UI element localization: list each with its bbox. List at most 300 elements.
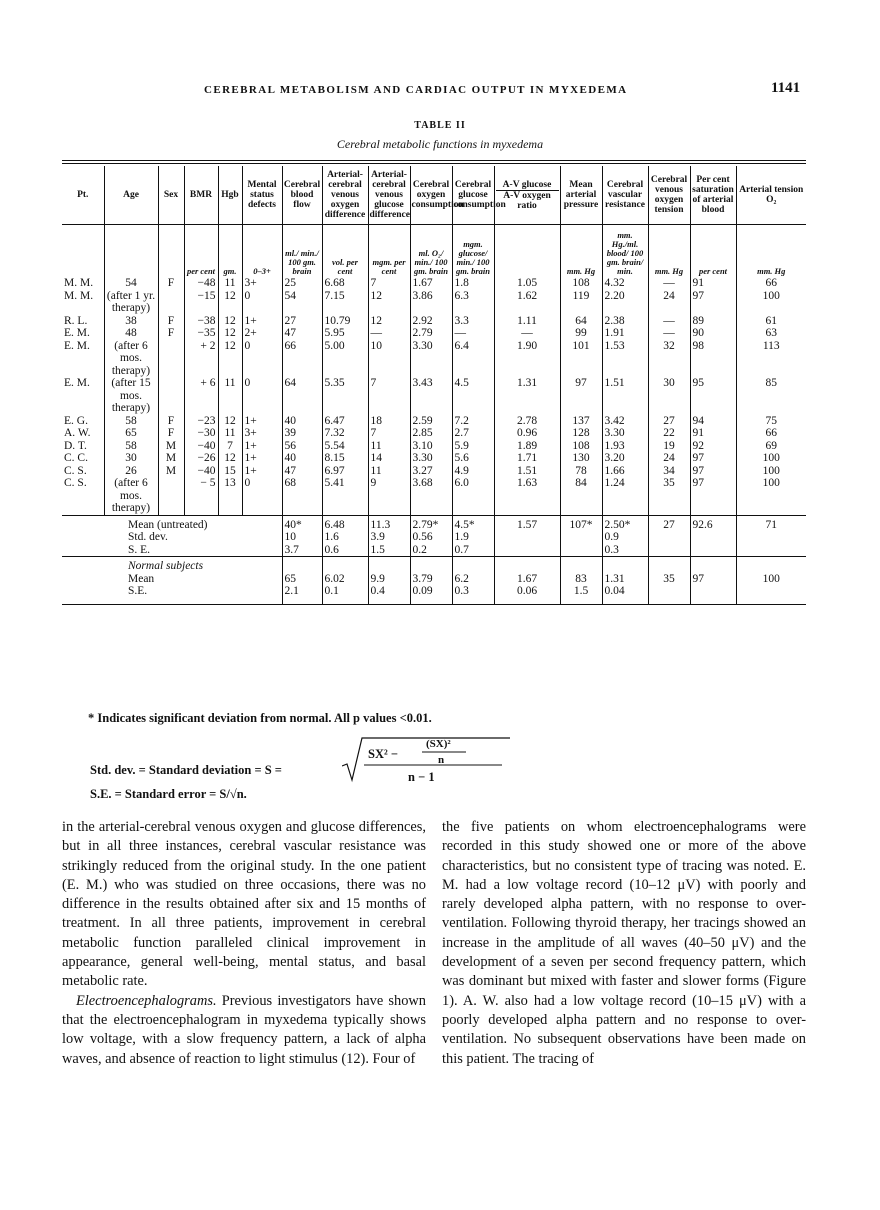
cell-pt: C. S. bbox=[64, 477, 87, 489]
cell-sex: F bbox=[158, 427, 184, 440]
std-dev-cbf: 10 bbox=[282, 531, 322, 544]
cell-pt: E. M. bbox=[64, 377, 90, 389]
cell-cbf: 40 bbox=[282, 452, 322, 465]
mean-untreated-avglu: 11.3 bbox=[368, 515, 410, 531]
cell-cmro2: 3.68 bbox=[410, 477, 452, 515]
mean-untreated-cmro2: 2.79* bbox=[410, 515, 452, 531]
cell-hgb: 11 bbox=[218, 427, 242, 440]
left-paragraph-2-text: Previous investigators have shown that the electroencephalogram in myxedema typically shows low voltage, with a slow frequency pattern, a lack of alpha waves, and absence of reaction to light stimulus (12). Four of bbox=[62, 992, 426, 1067]
cell-ratio: 1.11 bbox=[494, 315, 560, 328]
cell-pt: C. S. bbox=[64, 464, 87, 477]
cell-cvr: 1.51 bbox=[602, 377, 648, 415]
header-mental: Mental status defects bbox=[242, 166, 282, 225]
mean-untreated-avo2: 6.48 bbox=[322, 515, 368, 531]
header-bmr: BMR bbox=[184, 166, 218, 225]
table-top-rule bbox=[62, 160, 806, 161]
table-row bbox=[62, 340, 806, 378]
normal-mean-cvr: 1.31 bbox=[602, 573, 648, 586]
normal-heading-avglu bbox=[368, 557, 410, 573]
cell-cmro2: 2.79 bbox=[410, 327, 452, 340]
std-error-cvr: 0.3 bbox=[602, 544, 648, 557]
header-sex: Sex bbox=[158, 166, 184, 225]
mean-untreated-cmrglu: 4.5* bbox=[452, 515, 494, 531]
std-error-avo2: 0.6 bbox=[322, 544, 368, 557]
cell-cmro2: 2.59 bbox=[410, 415, 452, 428]
cell-avo2: 5.54 bbox=[322, 440, 368, 453]
cell-pao2: 113 bbox=[736, 340, 806, 378]
cell-bmr: + 6 bbox=[184, 377, 218, 415]
cell-bmr: −35 bbox=[184, 327, 218, 340]
unit-cvo2: mm. Hg bbox=[648, 225, 690, 278]
mean-untreated-label: Mean (untreated) bbox=[62, 515, 282, 531]
normal-heading-sat bbox=[690, 557, 736, 573]
normal-heading-pao2 bbox=[736, 557, 806, 573]
cell-hgb: 13 bbox=[218, 477, 242, 515]
cell-age: 58 bbox=[104, 415, 158, 428]
cell-avglu: 7 bbox=[368, 377, 410, 415]
cell-cvr: 3.42 bbox=[602, 415, 648, 428]
cell-age: 54 bbox=[104, 277, 158, 290]
sd-denominator: n − 1 bbox=[408, 770, 435, 784]
cell-cmro2: 2.85 bbox=[410, 427, 452, 440]
std-dev-ratio bbox=[494, 531, 560, 544]
cell-bmr: −38 bbox=[184, 315, 218, 328]
normal-mean-cmrglu: 6.2 bbox=[452, 573, 494, 586]
cell-cvr: 2.38 bbox=[602, 315, 648, 328]
std-dev-cvo2 bbox=[648, 531, 690, 544]
data-table bbox=[62, 166, 806, 605]
cell-map: 119 bbox=[560, 290, 602, 315]
cell-avo2: 10.79 bbox=[322, 315, 368, 328]
cell-cvo2: 22 bbox=[648, 427, 690, 440]
header-hgb: Hgb bbox=[218, 166, 242, 225]
cell-bmr: −40 bbox=[184, 465, 218, 478]
cell-pt: E. G. bbox=[64, 414, 88, 427]
normal-heading-cbf bbox=[282, 557, 322, 573]
cell-bmr: − 5 bbox=[184, 477, 218, 515]
cell-age: 30 bbox=[104, 452, 158, 465]
unit-cvr: mm. Hg./ml. blood/ 100 gm. brain/ min. bbox=[602, 225, 648, 278]
cell-avglu: 7 bbox=[368, 427, 410, 440]
cell-cmrglu: — bbox=[452, 327, 494, 340]
cell-cvo2: 27 bbox=[648, 415, 690, 428]
cell-cmro2: 3.10 bbox=[410, 440, 452, 453]
cell-cvr: 1.24 bbox=[602, 477, 648, 515]
cell-cmro2: 3.43 bbox=[410, 377, 452, 415]
mean-untreated-sat: 92.6 bbox=[690, 515, 736, 531]
cell-cmrglu: 4.5 bbox=[452, 377, 494, 415]
cell-cmrglu: 7.2 bbox=[452, 415, 494, 428]
cell-ratio: 1.90 bbox=[494, 340, 560, 378]
table-row bbox=[62, 290, 806, 315]
cell-avo2: 7.32 bbox=[322, 427, 368, 440]
cell-sat: 91 bbox=[690, 277, 736, 290]
header-ratio-bottom: A-V oxygen ratio bbox=[503, 190, 551, 211]
cell-map: 64 bbox=[560, 315, 602, 328]
cell-avo2: 5.00 bbox=[322, 340, 368, 378]
cell-cbf: 27 bbox=[282, 315, 322, 328]
cell-cmrglu: 5.9 bbox=[452, 440, 494, 453]
cell-age: (after 15 mos. therapy) bbox=[104, 377, 158, 415]
header-age: Age bbox=[104, 166, 158, 225]
cell-cmrglu: 2.7 bbox=[452, 427, 494, 440]
cell-hgb: 11 bbox=[218, 277, 242, 290]
cell-sat: 91 bbox=[690, 427, 736, 440]
cell-age: 58 bbox=[104, 440, 158, 453]
table-caption: Cerebral metabolic functions in myxedema bbox=[336, 137, 544, 151]
normal-mean-row bbox=[62, 573, 806, 586]
cell-map: 130 bbox=[560, 452, 602, 465]
cell-ratio: 1.71 bbox=[494, 452, 560, 465]
cell-sex bbox=[158, 340, 184, 378]
header-cmrglu: Cerebral glucose consumption bbox=[452, 166, 494, 225]
cell-map: 99 bbox=[560, 327, 602, 340]
unit-bmr: per cent bbox=[184, 225, 218, 278]
sd-formula-label: Std. dev. = Standard deviation = S = bbox=[90, 763, 282, 777]
cell-avo2: 5.41 bbox=[322, 477, 368, 515]
cell-cmrglu: 1.8 bbox=[452, 277, 494, 290]
std-error-ratio bbox=[494, 544, 560, 557]
cell-hgb: 11 bbox=[218, 377, 242, 415]
cell-ratio: — bbox=[494, 327, 560, 340]
cell-cmro2: 3.30 bbox=[410, 340, 452, 378]
cell-ratio: 1.05 bbox=[494, 277, 560, 290]
normal-mean-cbf: 65 bbox=[282, 573, 322, 586]
header-cvo2: Cerebral venous oxygen tension bbox=[648, 166, 690, 225]
cell-cvr: 1.91 bbox=[602, 327, 648, 340]
normal-mean-sat: 97 bbox=[690, 573, 736, 586]
se-formula: S.E. = Standard error = S/√n. bbox=[90, 787, 247, 801]
cell-avglu: 9 bbox=[368, 477, 410, 515]
normal-mean-cvo2: 35 bbox=[648, 573, 690, 586]
cell-pao2: 61 bbox=[736, 315, 806, 328]
unit-avo2: vol. per cent bbox=[322, 225, 368, 278]
cell-sat: 94 bbox=[690, 415, 736, 428]
normal-heading-map bbox=[560, 557, 602, 573]
header-cvr: Cerebral vascular resistance bbox=[602, 166, 648, 225]
normal-se-row bbox=[62, 585, 806, 604]
cell-sat: 95 bbox=[690, 377, 736, 415]
normal-se-sat bbox=[690, 585, 736, 604]
cell-cvo2: 34 bbox=[648, 465, 690, 478]
unit-mental: 0–3+ bbox=[242, 225, 282, 278]
cell-pao2: 100 bbox=[736, 290, 806, 315]
cell-cvo2: — bbox=[648, 327, 690, 340]
table-row bbox=[62, 427, 806, 440]
cell-mental: 0 bbox=[242, 290, 282, 315]
normal-se-label: S.E. bbox=[62, 585, 282, 604]
cell-cbf: 54 bbox=[282, 290, 322, 315]
cell-cmro2: 3.30 bbox=[410, 452, 452, 465]
left-column bbox=[62, 818, 426, 1069]
normal-heading-cvo2 bbox=[648, 557, 690, 573]
cell-cmrglu: 6.0 bbox=[452, 477, 494, 515]
std-dev-map bbox=[560, 531, 602, 544]
mean-untreated-map: 107* bbox=[560, 515, 602, 531]
cell-bmr: −23 bbox=[184, 415, 218, 428]
cell-sex: M bbox=[158, 452, 184, 465]
std-error-cvo2 bbox=[648, 544, 690, 557]
std-error-avglu: 1.5 bbox=[368, 544, 410, 557]
std-dev-cmrglu: 1.9 bbox=[452, 531, 494, 544]
unit-hgb: gm. bbox=[218, 225, 242, 278]
cell-cvr: 1.93 bbox=[602, 440, 648, 453]
cell-map: 78 bbox=[560, 465, 602, 478]
table-body bbox=[62, 225, 806, 605]
normal-se-cmro2: 0.09 bbox=[410, 585, 452, 604]
cell-ratio: 1.51 bbox=[494, 465, 560, 478]
normal-se-cbf: 2.1 bbox=[282, 585, 322, 604]
cell-mental: 1+ bbox=[242, 315, 282, 328]
cell-avglu: 11 bbox=[368, 465, 410, 478]
cell-pt: E. M. bbox=[64, 339, 90, 352]
left-paragraph-1: in the arterial-cerebral venous oxygen and glucose differences, but in all three instances, cerebral vascular resistance was strikingly reduced from the original study. In the one patient (E. M.) who was studied on three occasions, there was no difference in the results obtained after six and 15 months of treatment. In all three patients, improvement in cerebral metabolic function paralleled clinical improvement in appearance, general well-being, mental status, and basal metabolic rate. bbox=[62, 819, 426, 990]
cell-bmr: −48 bbox=[184, 277, 218, 290]
cell-cbf: 66 bbox=[282, 340, 322, 378]
cell-avo2: 6.68 bbox=[322, 277, 368, 290]
cell-cmro2: 1.67 bbox=[410, 277, 452, 290]
mean-untreated-row bbox=[62, 515, 806, 531]
cell-avglu: 10 bbox=[368, 340, 410, 378]
cell-mental: 3+ bbox=[242, 277, 282, 290]
std-dev-label: Std. dev. bbox=[128, 531, 168, 543]
running-head: CEREBRAL METABOLISM AND CARDIAC OUTPUT IN MYXEDEMA bbox=[204, 84, 628, 96]
cell-bmr: −26 bbox=[184, 452, 218, 465]
std-dev-cvr: 0.9 bbox=[602, 531, 648, 544]
cell-map: 137 bbox=[560, 415, 602, 428]
std-dev-row bbox=[62, 531, 806, 544]
normal-se-cmrglu: 0.3 bbox=[452, 585, 494, 604]
normal-heading-cmro2 bbox=[410, 557, 452, 573]
right-paragraph-1: the five patients on whom electroencephalograms were recorded in this study showed one or more of the above characteristics, but no consistent type of tracing was noted. E. M. had a low voltage record (10–12 μV) with poorly and rarely developed alpha pattern, with no response to over-ventilation. Following thyroid therapy, her tracings showed an increase in the amplitude of all waves (40–50 μV) and the development of a seven per second frequency pattern, which was dominant but mixed with faster and slower forms (Figure 1). A. W. also had a low voltage record (10–15 μV) with a poorly developed alpha pattern and no response to over-ventilation. No subsequent observations have been made on this patient. The tracing of bbox=[442, 819, 806, 1067]
cell-cvo2: 30 bbox=[648, 377, 690, 415]
cell-cmrglu: 4.9 bbox=[452, 465, 494, 478]
cell-hgb: 15 bbox=[218, 465, 242, 478]
cell-cbf: 39 bbox=[282, 427, 322, 440]
unit-cbf: ml./ min./ 100 gm. brain bbox=[282, 225, 322, 278]
cell-cmro2: 3.27 bbox=[410, 465, 452, 478]
unit-map: mm. Hg bbox=[560, 225, 602, 278]
cell-hgb: 12 bbox=[218, 327, 242, 340]
cell-pt: D. T. bbox=[64, 439, 87, 452]
table-row bbox=[62, 452, 806, 465]
cell-sex: M bbox=[158, 440, 184, 453]
std-error-cmro2: 0.2 bbox=[410, 544, 452, 557]
table-row bbox=[62, 277, 806, 290]
normal-se-avo2: 0.1 bbox=[322, 585, 368, 604]
cell-cmrglu: 5.6 bbox=[452, 452, 494, 465]
page-number: 1141 bbox=[771, 80, 801, 96]
cell-bmr: + 2 bbox=[184, 340, 218, 378]
cell-ratio: 2.78 bbox=[494, 415, 560, 428]
normal-se-map: 1.5 bbox=[560, 585, 602, 604]
cell-cvo2: — bbox=[648, 315, 690, 328]
cell-mental: 0 bbox=[242, 377, 282, 415]
cell-pao2: 85 bbox=[736, 377, 806, 415]
right-column bbox=[442, 818, 806, 1069]
units-row bbox=[62, 225, 806, 278]
cell-mental: 1+ bbox=[242, 440, 282, 453]
table-row bbox=[62, 465, 806, 478]
cell-cmrglu: 3.3 bbox=[452, 315, 494, 328]
cell-sat: 89 bbox=[690, 315, 736, 328]
cell-avo2: 7.15 bbox=[322, 290, 368, 315]
unit-sat: per cent bbox=[690, 225, 736, 278]
cell-hgb: 12 bbox=[218, 415, 242, 428]
cell-mental: 1+ bbox=[242, 415, 282, 428]
cell-mental: 3+ bbox=[242, 427, 282, 440]
cell-sex bbox=[158, 377, 184, 415]
cell-hgb: 12 bbox=[218, 452, 242, 465]
cell-age: (after 1 yr. therapy) bbox=[104, 290, 158, 315]
cell-cmro2: 3.86 bbox=[410, 290, 452, 315]
cell-pao2: 75 bbox=[736, 415, 806, 428]
cell-mental: 0 bbox=[242, 340, 282, 378]
cell-sex: F bbox=[158, 415, 184, 428]
std-dev-sat bbox=[690, 531, 736, 544]
cell-cbf: 47 bbox=[282, 327, 322, 340]
table-label: TABLE II bbox=[414, 120, 466, 131]
cell-cvr: 1.53 bbox=[602, 340, 648, 378]
header-pao2: Arterial tension O₂ bbox=[736, 166, 806, 225]
cell-bmr: −15 bbox=[184, 290, 218, 315]
table-row bbox=[62, 477, 806, 515]
cell-cvr: 1.66 bbox=[602, 465, 648, 478]
std-dev-avo2: 1.6 bbox=[322, 531, 368, 544]
cell-avglu: 11 bbox=[368, 440, 410, 453]
cell-age: 26 bbox=[104, 465, 158, 478]
unit-avglu: mgm. per cent bbox=[368, 225, 410, 278]
cell-pao2: 63 bbox=[736, 327, 806, 340]
cell-avo2: 6.47 bbox=[322, 415, 368, 428]
cell-bmr: −40 bbox=[184, 440, 218, 453]
std-error-label: S. E. bbox=[128, 543, 151, 556]
cell-cmro2: 2.92 bbox=[410, 315, 452, 328]
cell-mental: 0 bbox=[242, 477, 282, 515]
cell-pao2: 100 bbox=[736, 452, 806, 465]
header-avo2: Arterial-cerebral venous oxygen difference bbox=[322, 166, 368, 225]
std-dev-pao2 bbox=[736, 531, 806, 544]
eeg-heading: Electroencephalograms. bbox=[76, 992, 217, 1009]
normal-heading-row bbox=[62, 557, 806, 573]
cell-cbf: 68 bbox=[282, 477, 322, 515]
cell-pt: E. M. bbox=[64, 327, 90, 339]
cell-hgb: 12 bbox=[218, 290, 242, 315]
cell-cvr: 2.20 bbox=[602, 290, 648, 315]
unit-pao2: mm. Hg bbox=[736, 225, 806, 278]
normal-heading-cmrglu bbox=[452, 557, 494, 573]
cell-pao2: 66 bbox=[736, 427, 806, 440]
std-dev-cmro2: 0.56 bbox=[410, 531, 452, 544]
std-error-sat bbox=[690, 544, 736, 557]
cell-ratio: 1.63 bbox=[494, 477, 560, 515]
cell-age: 65 bbox=[104, 427, 158, 440]
normal-se-cvo2 bbox=[648, 585, 690, 604]
normal-mean-cmro2: 3.79 bbox=[410, 573, 452, 586]
cell-pt: A. W. bbox=[64, 427, 91, 439]
table-row bbox=[62, 315, 806, 328]
cell-hgb: 12 bbox=[218, 340, 242, 378]
cell-sat: 90 bbox=[690, 327, 736, 340]
cell-cvr: 4.32 bbox=[602, 277, 648, 290]
mean-untreated-cvr: 2.50* bbox=[602, 515, 648, 531]
cell-ratio: 1.89 bbox=[494, 440, 560, 453]
footnote: * Indicates significant deviation from normal. All p values <0.01. bbox=[88, 711, 432, 725]
table-top-rule-2 bbox=[62, 163, 806, 164]
cell-avo2: 6.97 bbox=[322, 465, 368, 478]
table-row bbox=[62, 415, 806, 428]
table-row bbox=[62, 377, 806, 415]
cell-map: 101 bbox=[560, 340, 602, 378]
cell-age: (after 6 mos. therapy) bbox=[104, 340, 158, 378]
normal-mean-avo2: 6.02 bbox=[322, 573, 368, 586]
cell-cvo2: 32 bbox=[648, 340, 690, 378]
cell-cbf: 56 bbox=[282, 440, 322, 453]
header-cbf: Cerebral blood flow bbox=[282, 166, 322, 225]
cell-cbf: 40 bbox=[282, 415, 322, 428]
mean-untreated-pao2: 71 bbox=[736, 515, 806, 531]
normal-mean-map: 83 bbox=[560, 573, 602, 586]
cell-pt: R. L. bbox=[64, 314, 88, 327]
cell-avo2: 5.35 bbox=[322, 377, 368, 415]
std-error-cmrglu: 0.7 bbox=[452, 544, 494, 557]
mean-untreated-cbf: 40* bbox=[282, 515, 322, 531]
cell-sat: 97 bbox=[690, 452, 736, 465]
cell-sex: M bbox=[158, 465, 184, 478]
cell-sat: 97 bbox=[690, 465, 736, 478]
cell-cbf: 64 bbox=[282, 377, 322, 415]
unit-cmro2: ml. O₂/ min./ 100 gm. brain bbox=[410, 225, 452, 278]
cell-cmrglu: 6.4 bbox=[452, 340, 494, 378]
unit-cmrglu: mgm. glucose/ min./ 100 gm. brain bbox=[452, 225, 494, 278]
normal-mean-ratio: 1.67 bbox=[494, 573, 560, 586]
cell-pao2: 100 bbox=[736, 465, 806, 478]
cell-sat: 98 bbox=[690, 340, 736, 378]
normal-heading-label: Normal subjects bbox=[62, 557, 282, 573]
cell-pao2: 66 bbox=[736, 277, 806, 290]
normal-mean-label: Mean bbox=[128, 572, 155, 585]
cell-cvo2: 24 bbox=[648, 452, 690, 465]
cell-mental: 1+ bbox=[242, 452, 282, 465]
normal-se-avglu: 0.4 bbox=[368, 585, 410, 604]
cell-cvr: 3.20 bbox=[602, 452, 648, 465]
sd-numerator-a: SX² − bbox=[368, 747, 398, 761]
cell-avo2: 5.95 bbox=[322, 327, 368, 340]
header-ratio bbox=[494, 166, 560, 225]
normal-se-ratio: 0.06 bbox=[494, 585, 560, 604]
cell-cvo2: 24 bbox=[648, 290, 690, 315]
cell-ratio: 0.96 bbox=[494, 427, 560, 440]
cell-pt: M. M. bbox=[64, 277, 94, 289]
cell-avo2: 8.15 bbox=[322, 452, 368, 465]
cell-avglu: 12 bbox=[368, 315, 410, 328]
cell-map: 108 bbox=[560, 277, 602, 290]
cell-cbf: 47 bbox=[282, 465, 322, 478]
table-row bbox=[62, 440, 806, 453]
normal-se-cvr: 0.04 bbox=[602, 585, 648, 604]
normal-se-pao2 bbox=[736, 585, 806, 604]
header-cmro2: Cerebral oxygen consumption bbox=[410, 166, 452, 225]
normal-heading-ratio bbox=[494, 557, 560, 573]
cell-hgb: 7 bbox=[218, 440, 242, 453]
cell-map: 108 bbox=[560, 440, 602, 453]
std-error-cbf: 3.7 bbox=[282, 544, 322, 557]
cell-cvr: 3.30 bbox=[602, 427, 648, 440]
cell-sat: 97 bbox=[690, 477, 736, 515]
cell-cvo2: — bbox=[648, 277, 690, 290]
cell-sex: F bbox=[158, 277, 184, 290]
cell-avglu: 12 bbox=[368, 290, 410, 315]
